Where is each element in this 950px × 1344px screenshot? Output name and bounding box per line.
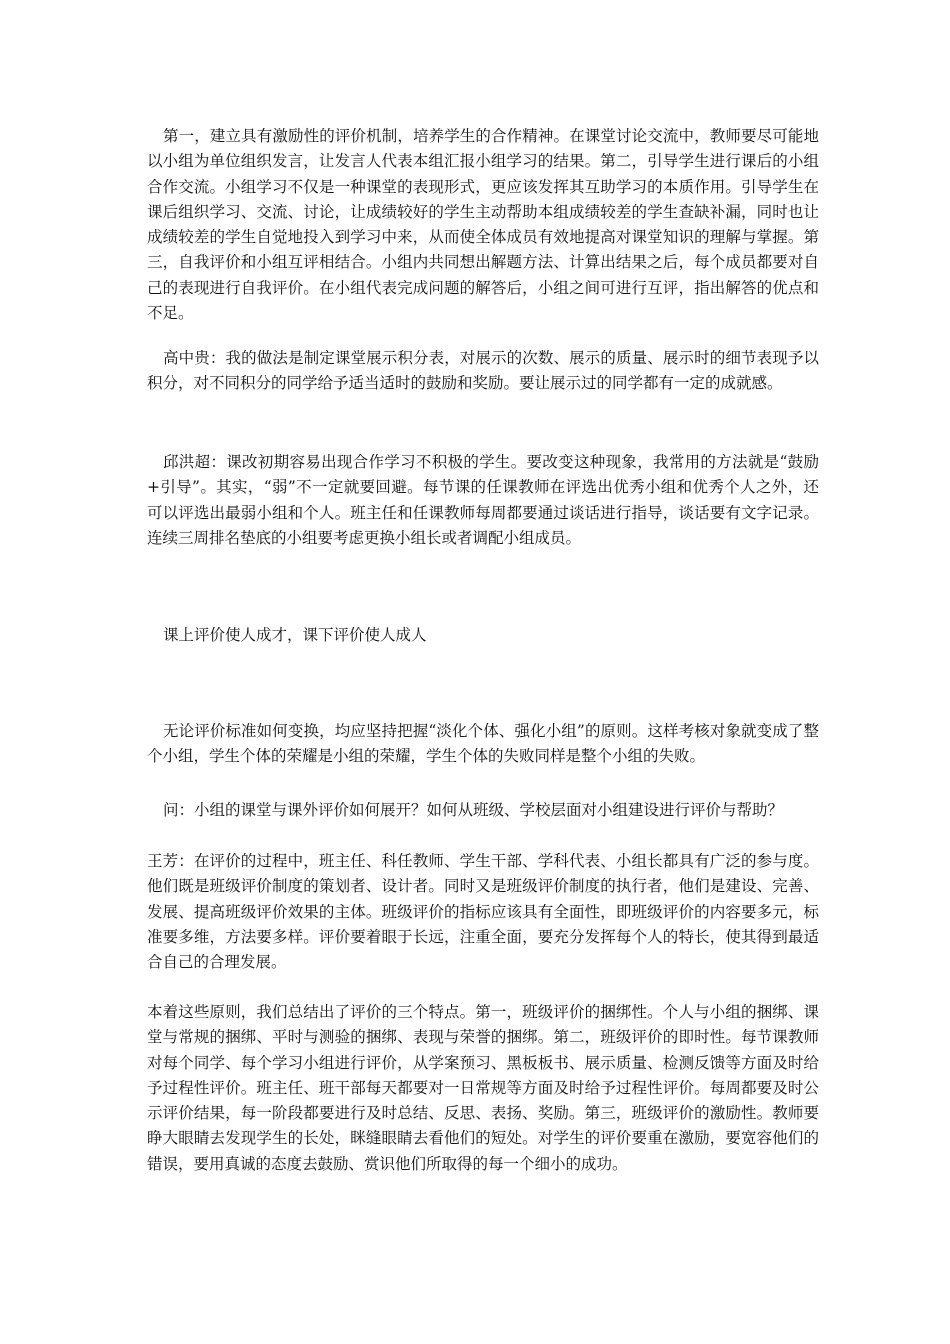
paragraph-question: 问：小组的课堂与课外评价如何展开？如何从班级、学校层面对小组建设进行评价与帮助？ — [163, 801, 784, 819]
paragraph-qiu-hongchao: 邱洪超：课改初期容易出现合作学习不积极的学生。要改变这种现象，我常用的方法就是“鼓励+引导”。其实，“弱”不一定就要回避。每节课的任课教师在评选出优秀小组和优秀个人之外，还可以评选出最弱小组和个人。班主任和任课教师每周都要通过谈话进行指导，谈话要有文字记录。连续三周排名垫底的小组要考虑更换小组长或者调配小组成员。 — [147, 453, 819, 547]
paragraph-gao-zhonggui: 高中贵：我的做法是制定课堂展示积分表，对展示的次数、展示的质量、展示时的细节表现予以积分，对不同积分的同学给予适当适时的鼓励和奖励。要让展示过的同学都有一定的成就感。 — [147, 349, 819, 393]
paragraph-principle: 无论评价标准如何变换，均应坚持把握“淡化个体、强化小组”的原则。这样考核对象就变成了整个小组，学生个体的荣耀是小组的荣耀，学生个体的失败同样是整个小组的失败。 — [147, 722, 819, 766]
paragraph-three-features: 本着这些原则，我们总结出了评价的三个特点。第一，班级评价的捆绑性。个人与小组的捆绑、课堂与常规的捆绑、平时与测验的捆绑、表现与荣誉的捆绑。第二，班级评价的即时性。每节课教师对每个同学、每个学习小组进行评价，从学案预习、黑板板书、展示质量、检测反馈等方面及时给予过程性评价。班主任、班干部每天都要对一日常规等方面及时给予过程性评价。每周都要及时公示评价结果，每一阶段都要进行及时总结、反思、表扬、奖励。第三，班级评价的激励性。教师要睁大眼睛去发现学生的长处，眯缝眼睛去看他们的短处。对学生的评价要重在激励，要宽容他们的错误，要用真诚的态度去鼓励、赏识他们所取得的每一个细小的成功。 — [147, 1003, 819, 1173]
paragraph-evaluation-mechanism: 第一，建立具有激励性的评价机制，培养学生的合作精神。在课堂讨论交流中，教师要尽可能地以小组为单位组织发言，让发言人代表本组汇报小组学习的结果。第二，引导学生进行课后的小组合作交流。小组学习不仅是一种课堂的表现形式，更应该发挥其互助学习的本质作用。引导学生在课后组织学习、交流、讨论，让成绩较好的学生主动帮助本组成绩较差的学生查缺补漏，同时也让成绩较差的学生自觉地投入到学习中来，从而使全体成员有效地提高对课堂知识的理解与掌握。第三，自我评价和小组互评相结合。小组内共同想出解题方法、计算出结果之后，每个成员都要对自己的表现进行自我评价。在小组代表完成问题的解答后，小组之间可进行互评，指出解答的优点和不足。 — [147, 127, 819, 323]
section-heading: 课上评价使人成才，课下评价使人成人 — [163, 626, 427, 644]
paragraph-wang-fang: 王芳：在评价的过程中，班主任、科任教师、学生干部、学科代表、小组长都具有广泛的参与度。他们既是班级评价制度的策划者、设计者。同时又是班级评价制度的执行者，他们是建设、完善、发展、提高班级评价效果的主体。班级评价的指标应该具有全面性，即班级评价的内容要多元，标准要多维，方法要多样。评价要着眼于长远，注重全面，要充分发挥每个人的特长，使其得到最适合自己的合理发展。 — [147, 852, 819, 972]
